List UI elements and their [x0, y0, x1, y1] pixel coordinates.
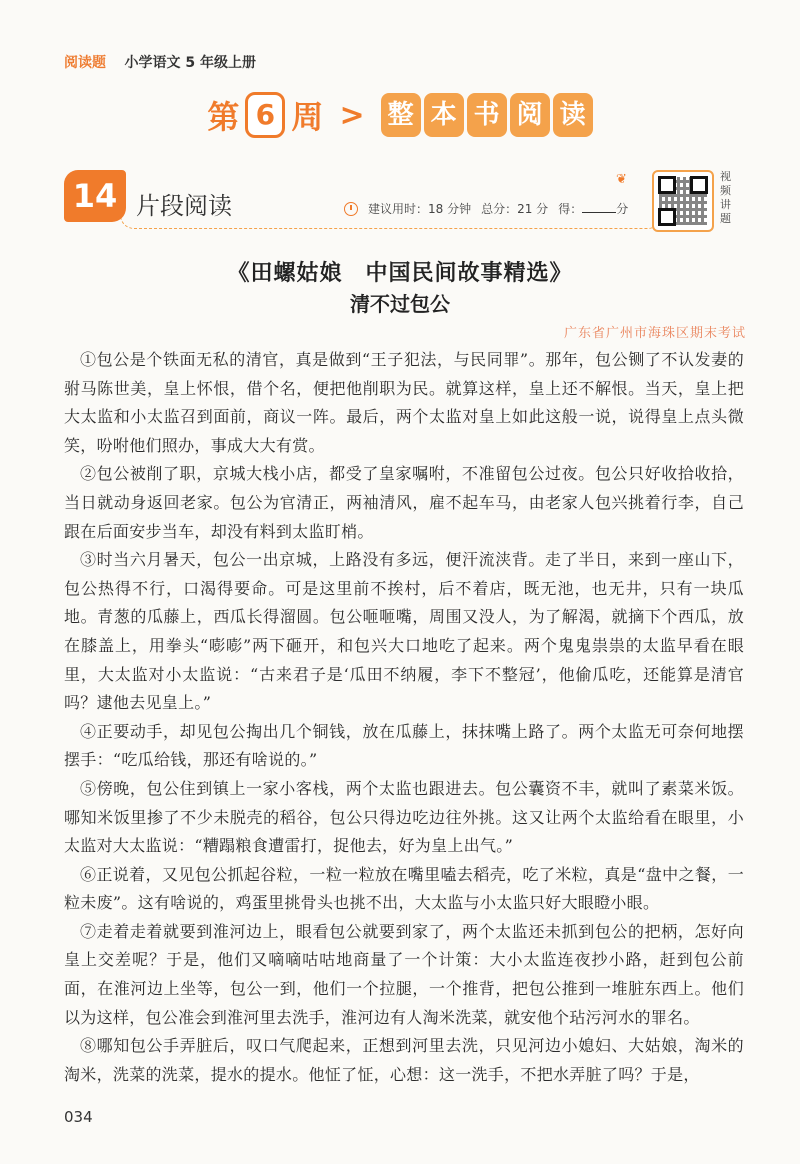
- article-body: [64, 346, 744, 1089]
- score-label: 得：: [558, 202, 583, 216]
- topic-char: 读: [553, 93, 593, 137]
- page-number: 034: [64, 1108, 93, 1126]
- qr-code-icon[interactable]: [652, 170, 714, 232]
- week-prefix: 第: [207, 98, 240, 136]
- paragraph: ②包公被削了职，京城大栈小店，都受了皇家嘱咐，不准留包公过夜。包公只好收拾收拾，当日就动身返回老家。包公为官清正，两袖清风，雇不起车马，由老家人包兴挑着行李，自己跟在后面安步当车，却没有料到太监盯梢。: [64, 464, 744, 541]
- score-field: [558, 200, 628, 217]
- clock-icon: [344, 202, 358, 216]
- header-tag: 阅读题: [64, 55, 106, 71]
- lesson-name: 片段阅读: [136, 192, 232, 220]
- topic-char: 整: [381, 93, 421, 137]
- paragraph: ⑤傍晚，包公住到镇上一家小客栈，两个太监也跟进去。包公囊资不丰，就叫了素菜米饭。哪知米饭里掺了不少未脱壳的稻谷，包公只得边吃边往外挑。这又让两个太监给看在眼里，小太监对大太监说：“糟蹋粮食遭雷打，捉他去，好为皇上出气。”: [64, 778, 744, 856]
- paragraph: ④正要动手，却见包公掏出几个铜钱，放在瓜藤上，抹抹嘴上路了。两个太监无可奈何地摆摆手：“吃瓜给钱，那还有啥说的。”: [64, 721, 744, 770]
- article-title: 《田螺姑娘 中国民间故事精选》: [227, 261, 573, 286]
- lesson-number: 14: [64, 170, 126, 222]
- lesson-header: [64, 170, 644, 228]
- week-banner: [0, 92, 800, 138]
- running-header: [64, 52, 256, 72]
- article-source: 广东省广州市海珠区期末考试: [563, 326, 746, 341]
- score-unit: 分: [616, 202, 629, 216]
- week-topic: [381, 93, 593, 137]
- paragraph: ③时当六月暑天，包公一出京城，上路没有多远，便汗流浃背。走了半日，来到一座山下，包公热得不行，口渴得要命。可是这里前不挨村，后不着店，既无池，也无井，只有一块瓜地。青葱的瓜藤上，西瓜长得溜圆。包公咂咂嘴，周围又没人，为了解渴，就摘下个西瓜，放在膝盖上，用拳头“嘭嘭”两下砸开，和包兴大口地吃了起来。两个鬼鬼祟祟的太监早看在眼里，大太监对小太监说：“古来君子是‘瓜田不纳履，李下不整冠’，他偷瓜吃，还能算是清官吗？逮他去见皇上。”: [64, 550, 744, 713]
- topic-char: 书: [467, 93, 507, 137]
- qr-corner: [658, 208, 676, 226]
- chevron-right-icon: >: [339, 97, 365, 133]
- paragraph: ①包公是个铁面无私的清官，真是做到“王子犯法，与民同罪”。那年，包公铡了不认发妻的驸马陈世美，皇上怀恨，借个名，便把他削职为民。就算这样，皇上还不解恨。当天，皇上把大太监和小太监召到面前，商议一阵。最后，两个太监对皇上如此这般一说，说得皇上点头微笑，吩咐他们照办，事成大大有赏。: [64, 350, 744, 455]
- header-grade: 小学语文 5 年级上册: [124, 55, 256, 71]
- total-score: 总分：21 分: [481, 202, 549, 216]
- qr-label: 视频讲题: [720, 170, 731, 225]
- article-subtitle: 清不过包公: [350, 292, 450, 316]
- lesson-meta: [344, 200, 628, 217]
- topic-char: 本: [424, 93, 464, 137]
- paragraph: ⑧哪知包公手弄脏后，叹口气爬起来，正想到河里去洗，只见河边小媳妇、大姑娘，淘米的淘米，洗菜的洗菜，提水的提水。他怔了怔，心想：这一洗手，不把水弄脏了吗？于是，: [64, 1036, 744, 1084]
- week-suffix: 周: [291, 98, 324, 136]
- qr-corner: [658, 176, 676, 194]
- sprout-icon: ❦: [616, 172, 627, 187]
- paragraph: ⑥正说着，又见包公抓起谷粒，一粒一粒放在嘴里嗑去稻壳，吃了米粒，真是“盘中之餐，一粒未废”。这有啥说的，鸡蛋里挑骨头也挑不出，大太监与小太监只好大眼瞪小眼。: [64, 864, 744, 913]
- paragraph: ⑦走着走着就要到淮河边上，眼看包公就要到家了，两个太监还未抓到包公的把柄，怎好向皇上交差呢？于是，他们又嘀嘀咕咕地商量了一个计策：大小太监连夜抄小路，赶到包公前面，在淮河边上坐等，包公一到，他们一个拉腿，一个推背，把包公推到一堆脏东西上。他们以为这样，包公准会到淮河里去洗手，淮河边有人淘米洗菜，就安他个玷污河水的罪名。: [64, 921, 744, 1027]
- suggested-time: 建议用时：18 分钟: [368, 202, 472, 216]
- qr-corner: [690, 176, 708, 194]
- score-blank[interactable]: [582, 212, 616, 213]
- topic-char: 阅: [510, 93, 550, 137]
- week-number: 6: [245, 92, 285, 138]
